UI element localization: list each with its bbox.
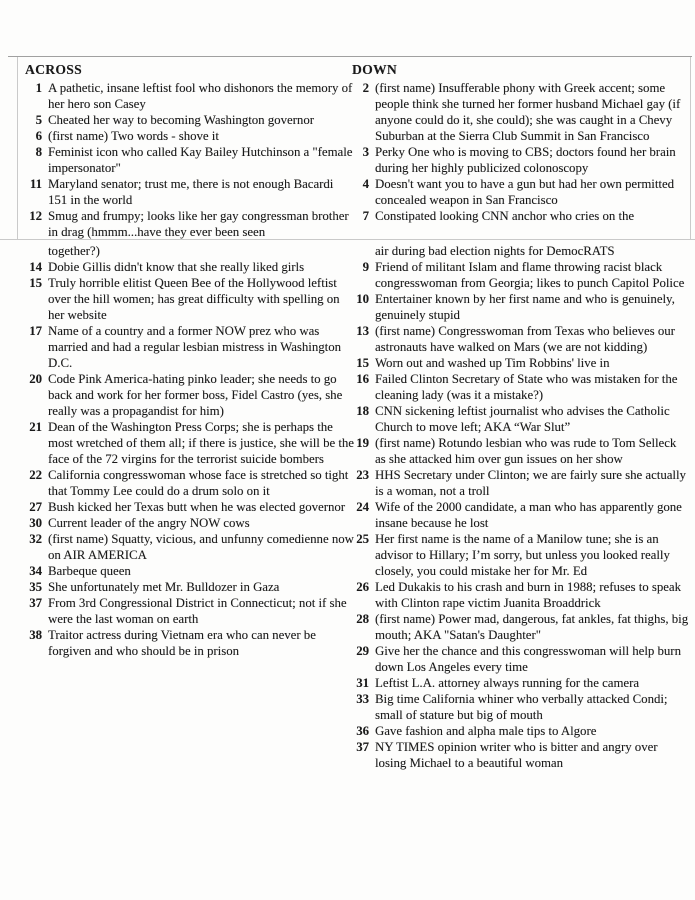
clue-across-14 [25, 259, 355, 275]
clue-text: California congresswoman whose face is stretched so tight that Tommy Lee could do a drum solo on it [48, 468, 349, 498]
clue-down-24 [352, 499, 690, 531]
clue-text: Traitor actress during Vietnam era who can never be forgiven and who should be in prison [48, 628, 316, 658]
clue-number: 33 [356, 692, 369, 706]
clue-text: (first name) Power mad, dangerous, fat ankles, fat thighs, big mouth; AKA "Satan's Daughter" [375, 612, 689, 642]
down-heading: DOWN [352, 62, 398, 77]
clue-text: Entertainer known by her first name and who is genuinely, genuinely stupid [375, 292, 675, 322]
clue-number: 30 [29, 516, 42, 530]
clue-text: Dean of the Washington Press Corps; she is perhaps the most wretched of them all; if there is justice, she will be the face of the 72 virgins for the terrorist suicide bombers [48, 420, 354, 466]
clue-across-30 [25, 515, 355, 531]
clue-text: Current leader of the angry NOW cows [48, 516, 250, 530]
clue-number: 16 [356, 372, 369, 386]
clue-down-23 [352, 467, 690, 499]
clue-across-12 [25, 208, 355, 240]
clue-text: Code Pink America-hating pinko leader; she needs to go back and work for her former boss, Fidel Castro (yes, she really was a propagandist for him) [48, 372, 343, 418]
clue-number: 18 [356, 404, 369, 418]
clue-number: 20 [29, 372, 42, 386]
clue-number: 12 [29, 209, 42, 223]
clue-number: 6 [35, 129, 42, 143]
clue-text: Big time California whiner who verbally attacked Condi; small of stature but big of mouth [375, 692, 668, 722]
clue-text: Barbeque queen [48, 564, 131, 578]
clue-number: 13 [356, 324, 369, 338]
clue-across-17 [25, 323, 355, 371]
clue-text: Worn out and washed up Tim Robbins' live in [375, 356, 610, 370]
clue-number: 3 [362, 145, 369, 159]
clue-number: 7 [362, 209, 369, 223]
clue-across-20 [25, 371, 355, 419]
clue-number: 28 [356, 612, 369, 626]
clue-across-34 [25, 563, 355, 579]
clue-across-6 [25, 128, 355, 144]
clue-text: (first name) Insufferable phony with Greek accent; some people think she turned her former husband Michael gay (if anyone could do it, she could); she was caught in a Chevy Suburban at the Sierra Club Summit in San Francisco [375, 81, 681, 143]
clue-number: 17 [29, 324, 42, 338]
clue-text: (first name) Squatty, vicious, and unfunny comedienne now on AIR AMERICA [48, 532, 354, 562]
down-clues-top-segment [352, 80, 690, 224]
clue-across-38 [25, 627, 355, 659]
clue-across-37 [25, 595, 355, 627]
clue-down-28 [352, 611, 690, 643]
clue-text: air during bad election nights for DemocRATS [375, 244, 615, 258]
clue-number: 5 [35, 113, 42, 127]
clue-text: A pathetic, insane leftist fool who dishonors the memory of her hero son Casey [48, 81, 353, 111]
clue-across-15 [25, 275, 355, 323]
clue-number: 26 [356, 580, 369, 594]
clue-text: Her first name is the name of a Manilow tune; she is an advisor to Hillary; I’m sorry, but unless you looked really closely, you could mistake her for Mr. Ed [375, 532, 670, 578]
clue-text: Cheated her way to becoming Washington governor [48, 113, 314, 127]
clue-number: 31 [356, 676, 369, 690]
clue-text: Smug and frumpy; looks like her gay congressman brother in drag (hmmm...have they ever been seen [48, 209, 349, 239]
clue-number: 34 [29, 564, 42, 578]
clue-number: 32 [29, 532, 42, 546]
clue-number: 4 [362, 177, 369, 191]
clue-text: Dobie Gillis didn't know that she really liked girls [48, 260, 305, 274]
across-column [25, 62, 355, 658]
clue-number: 36 [356, 724, 369, 738]
clue-down-7 [352, 208, 690, 224]
clue-number: 15 [356, 356, 369, 370]
clue-text: Bush kicked her Texas butt when he was elected governor [48, 500, 346, 514]
clue-text: She unfortunately met Mr. Bulldozer in Gaza [48, 580, 280, 594]
clue-text: Maryland senator; trust me, there is not enough Bacardi 151 in the world [48, 177, 334, 207]
left-border-line [17, 57, 18, 239]
clue-across-11 [25, 176, 355, 208]
clue-number: 24 [356, 500, 369, 514]
clue-down-33 [352, 691, 690, 723]
clue-number: 1 [35, 81, 42, 95]
clue-number: 15 [29, 276, 42, 290]
clue-text: Wife of the 2000 candidate, a man who has apparently gone insane because he lost [375, 500, 682, 530]
clue-number: 37 [29, 596, 42, 610]
clue-number: 27 [29, 500, 42, 514]
clue-number: 21 [29, 420, 42, 434]
clue-text: Constipated looking CNN anchor who cries on the [375, 209, 635, 223]
clue-down-18 [352, 403, 690, 435]
clue-text: Doesn't want you to have a gun but had her own permitted concealed weapon in San Francisco [375, 177, 675, 207]
clue-text: (first name) Rotundo lesbian who was rude to Tom Selleck as she attacked him over gun issues on her show [375, 436, 677, 466]
clue-down-9 [352, 259, 690, 291]
clue-down-3 [352, 144, 690, 176]
clue-text: NY TIMES opinion writer who is bitter and angry over losing Michael to a beautiful woman [375, 740, 658, 770]
clue-down-15 [352, 355, 690, 371]
clue-number: 10 [356, 292, 369, 306]
clue-down-29 [352, 643, 690, 675]
clue-number: 29 [356, 644, 369, 658]
clue-text: Led Dukakis to his crash and burn in 1988; refuses to speak with Clinton rape victim Juanita Broaddrick [375, 580, 681, 610]
clue-number: 23 [356, 468, 369, 482]
clue-continuation [352, 243, 690, 259]
clue-down-13 [352, 323, 690, 355]
clue-text: Leftist L.A. attorney always running for the camera [375, 676, 640, 690]
clue-across-5 [25, 112, 355, 128]
clue-text: From 3rd Congressional District in Connecticut; not if she were the last woman on earth [48, 596, 347, 626]
clue-text: Give her the chance and this congresswoman will help burn down Los Angeles every time [375, 644, 681, 674]
clue-down-36 [352, 723, 690, 739]
clue-number: 8 [35, 145, 42, 159]
clue-continuation [25, 243, 355, 259]
clue-down-25 [352, 531, 690, 579]
clue-text: Truly horrible elitist Queen Bee of the Hollywood leftist over the hill women; has great difficulty with spelling on her website [48, 276, 340, 322]
clue-down-16 [352, 371, 690, 403]
clue-across-35 [25, 579, 355, 595]
clue-across-27 [25, 499, 355, 515]
clue-text: together?) [48, 244, 100, 258]
clue-number: 35 [29, 580, 42, 594]
clue-text: Feminist icon who called Kay Bailey Hutchinson a "female impersonator" [48, 145, 353, 175]
across-clues-bottom-segment [25, 243, 355, 659]
clue-down-10 [352, 291, 690, 323]
right-border-line [690, 57, 691, 239]
clue-text: Perky One who is moving to CBS; doctors found her brain during her highly publicized colonoscopy [375, 145, 676, 175]
clue-text: (first name) Two words - shove it [48, 129, 219, 143]
clue-text: Gave fashion and alpha male tips to Algore [375, 724, 597, 738]
down-clues-bottom-segment [352, 243, 690, 771]
clue-across-8 [25, 144, 355, 176]
clue-text: HHS Secretary under Clinton; we are fairly sure she actually is a woman, not a troll [375, 468, 686, 498]
clue-across-1 [25, 80, 355, 112]
clue-number: 25 [356, 532, 369, 546]
clue-number: 38 [29, 628, 42, 642]
clue-number: 19 [356, 436, 369, 450]
clue-across-22 [25, 467, 355, 499]
clue-number: 14 [29, 260, 42, 274]
clue-text: Friend of militant Islam and flame throwing racist black congresswoman from Georgia; likes to punch Capitol Police [375, 260, 685, 290]
clue-text: CNN sickening leftist journalist who advises the Catholic Church to move left; AKA “War Slut” [375, 404, 670, 434]
clue-down-2 [352, 80, 690, 144]
clue-number: 22 [29, 468, 42, 482]
clue-number: 9 [362, 260, 369, 274]
clue-number: 11 [29, 177, 42, 191]
clue-across-21 [25, 419, 355, 467]
across-heading: ACROSS [25, 62, 82, 77]
clue-text: (first name) Congresswoman from Texas who believes our astronauts have walked on Mars (we are not kidding) [375, 324, 675, 354]
clue-down-4 [352, 176, 690, 208]
top-rule-line [8, 56, 692, 57]
clue-down-19 [352, 435, 690, 467]
clue-down-26 [352, 579, 690, 611]
down-column [352, 62, 690, 770]
clue-down-37 [352, 739, 690, 771]
clue-number: 37 [356, 740, 369, 754]
clue-number: 2 [362, 81, 369, 95]
clue-down-31 [352, 675, 690, 691]
across-clues-top-segment [25, 80, 355, 240]
clue-across-32 [25, 531, 355, 563]
clue-text: Name of a country and a former NOW prez who was married and had a regular lesbian mistress in Washington D.C. [48, 324, 341, 370]
clue-text: Failed Clinton Secretary of State who was mistaken for the cleaning lady (was it a mistake?) [375, 372, 678, 402]
